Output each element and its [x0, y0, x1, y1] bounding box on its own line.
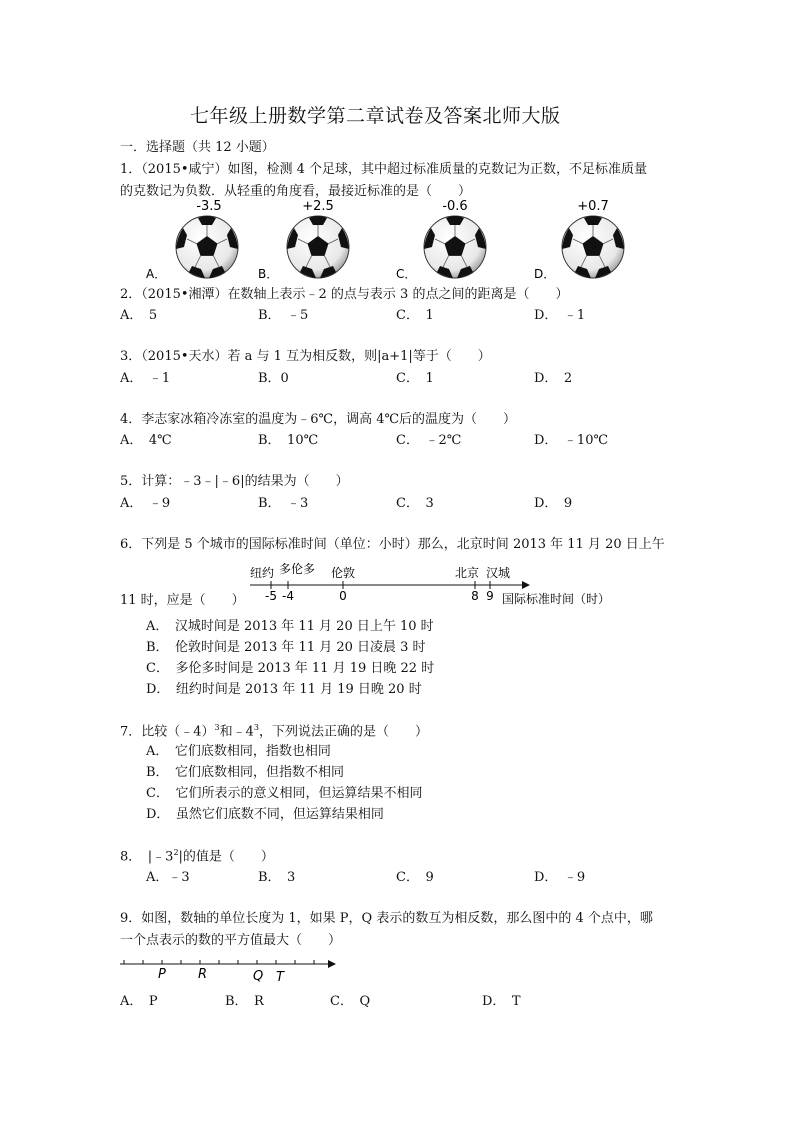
city-label-london: 伦敦: [330, 566, 356, 580]
ball-a-value: -3.5: [196, 199, 222, 214]
question-4-stem: 4．李志家冰箱冷冻室的温度为﹣6℃，调高 4℃后的温度为（ ）: [120, 412, 517, 427]
question-9-stem-line-1: 9．如图，数轴的单位长度为 1，如果 P，Q 表示的数互为相反数，那么图中的 4 个点中，哪: [120, 911, 653, 926]
page-title: 七年级上册数学第二章试卷及答案北师大版: [190, 105, 561, 127]
option-a: A． 4℃: [120, 433, 172, 448]
ball-b: [258, 199, 349, 281]
city-label-new-york: 纽约: [249, 566, 275, 580]
point-label-q: Q: [253, 969, 264, 984]
value-label: 9: [486, 589, 494, 603]
question-8-stem: [120, 849, 274, 863]
ball-c: [396, 199, 486, 281]
ball-d-letter: D．: [534, 267, 556, 281]
option-b: B． R: [225, 994, 264, 1009]
value-label: 0: [339, 589, 347, 603]
point-label-r: R: [198, 967, 208, 982]
question-6-stem-line-2: 11 时，应是（ ）: [120, 593, 245, 608]
value-label: 8: [471, 589, 479, 603]
ball-c-letter: C．: [396, 267, 417, 281]
option-a: A． ﹣1: [120, 371, 171, 386]
question-6-number-line: [0, 558, 793, 608]
option-a: A．﹣3: [146, 870, 190, 885]
question-2-stem: 2．（2015•湘潭）在数轴上表示﹣2 的点与表示 3 的点之间的距离是（ ）: [120, 287, 569, 302]
axis-label: 国际标准时间（时）: [502, 592, 611, 606]
option-b: B． 它们底数相同，但指数不相同: [146, 765, 345, 780]
section-heading: 一．选择题（共 12 小题）: [120, 140, 275, 155]
option-b: B． 10℃: [258, 433, 319, 448]
question-1-figure: [0, 195, 793, 285]
option-c: C． ﹣2℃: [396, 433, 462, 448]
question-9-stem-line-2: 一个点表示的数的平方值最大（ ）: [120, 933, 342, 948]
soccer-ball-icon: [424, 216, 486, 278]
question-1-stem-line-1: 1．（2015•咸宁）如图，检测 4 个足球，其中超过标准质量的克数记为正数，不足标准质量: [120, 162, 648, 177]
point-label-t: T: [276, 970, 284, 985]
question-1-stem-line-2: 的克数记为负数．从轻重的角度看，最接近标准的是（ ）: [120, 184, 472, 199]
option-d: D． 9: [534, 496, 573, 511]
question-7-stem: [120, 724, 428, 738]
option-a: A． ﹣9: [120, 496, 171, 511]
exponent: 3: [214, 723, 220, 732]
option-d: D． 纽约时间是 2013 年 11 月 19 日晚 20 时: [146, 682, 422, 697]
exponent: 3: [253, 723, 260, 732]
option-c: C． 1: [396, 308, 434, 323]
option-b: B．0: [258, 371, 289, 386]
stem-part: |的值是（ ）: [178, 849, 274, 865]
option-b: B． ﹣5: [258, 308, 309, 323]
value-label: -4: [282, 589, 294, 603]
city-label-beijing: 北京: [454, 566, 480, 580]
stem-part: 8． |﹣3: [120, 849, 174, 865]
option-d: D． ﹣10℃: [534, 433, 609, 448]
question-3-stem: 3．（2015•天水）若 a 与 1 互为相反数，则|a+1|等于（ ）: [120, 349, 491, 364]
stem-part: 7．比较（﹣4）: [120, 724, 215, 740]
option-a: A． P: [120, 994, 158, 1009]
exponent: 2: [173, 848, 179, 857]
question-9-number-line: [0, 950, 793, 990]
city-label-toronto: 多伦多: [278, 562, 316, 576]
soccer-ball-icon: [562, 216, 624, 278]
stem-part: 和﹣4: [219, 724, 254, 740]
option-c: C． 1: [396, 371, 434, 386]
ball-a-letter: A．: [146, 267, 167, 281]
option-d: D． 2: [534, 371, 573, 386]
option-d: D． ﹣9: [534, 870, 586, 885]
stem-part: ，下列说法正确的是（ ）: [259, 724, 429, 740]
option-b: B． 3: [258, 870, 296, 885]
ball-b-letter: B．: [258, 267, 279, 281]
question-6-stem-line-1: 6．下列是 5 个城市的国际标准时间（单位：小时）那么，北京时间 2013 年 11 月 20 日上午: [120, 537, 665, 552]
ball-d-value: +0.7: [577, 199, 609, 214]
option-c: C． 多伦多时间是 2013 年 11 月 19 日晚 22 时: [146, 661, 435, 676]
soccer-ball-icon: [176, 216, 238, 278]
option-d: D． T: [482, 994, 521, 1009]
option-d: D． 虽然它们底数不同，但运算结果相同: [146, 807, 384, 822]
option-c: C． 9: [396, 870, 434, 885]
option-d: D． ﹣1: [534, 308, 586, 323]
option-a: A． 它们底数相同，指数也相同: [146, 744, 331, 759]
ball-d: [534, 199, 624, 281]
ball-b-value: +2.5: [302, 199, 334, 214]
question-5-stem: 5．计算：﹣3﹣|﹣6|的结果为（ ）: [120, 474, 349, 489]
option-b: B． 伦敦时间是 2013 年 11 月 20 日凌晨 3 时: [146, 640, 426, 655]
ball-a: [146, 199, 238, 281]
option-c: C． 它们所表示的意义相同，但运算结果不相同: [146, 786, 423, 801]
value-label: -5: [265, 589, 277, 603]
soccer-ball-icon: [287, 216, 349, 278]
point-label-p: P: [158, 967, 166, 982]
ball-c-value: -0.6: [442, 199, 468, 214]
option-c: C． Q: [330, 994, 371, 1009]
option-a: A． 5: [120, 308, 158, 323]
city-label-seoul: 汉城: [485, 566, 511, 580]
option-a: A． 汉城时间是 2013 年 11 月 20 日上午 10 时: [146, 619, 434, 634]
option-b: B． ﹣3: [258, 496, 309, 511]
option-c: C． 3: [396, 496, 434, 511]
